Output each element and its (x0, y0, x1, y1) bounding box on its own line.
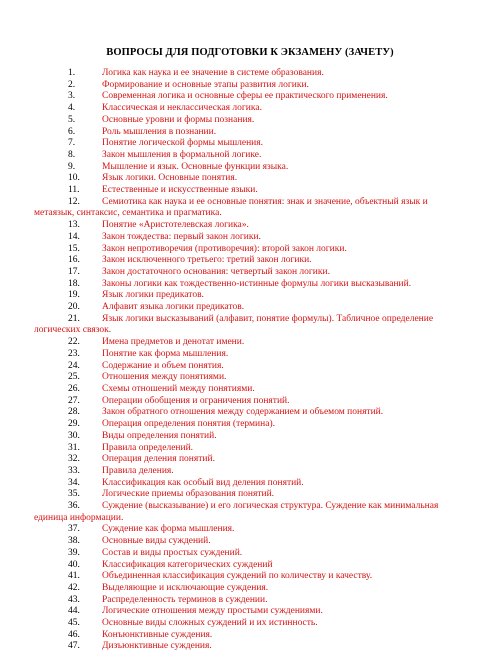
question-text-continuation: единица информации. (34, 512, 124, 523)
question-text: Семиотика как наука и ее основные понятия: знак и значение, объектный язык и (102, 196, 428, 207)
question-text: Отношения между понятиями. (102, 372, 227, 383)
question-item (68, 630, 466, 642)
question-number: 9. (68, 161, 76, 172)
question-list (34, 68, 466, 653)
question-text: Закон мышления в формальной логике. (102, 149, 262, 160)
question-item (68, 302, 466, 314)
question-item (68, 431, 466, 443)
question-item (68, 80, 466, 92)
question-item (68, 232, 466, 244)
question-item (68, 244, 466, 256)
question-text: Классификация как особый вид деления понятий. (102, 477, 304, 488)
question-item (68, 372, 466, 384)
question-number: 34. (68, 477, 80, 488)
question-number: 15. (68, 243, 80, 254)
question-number: 44. (68, 606, 80, 617)
question-text: Современная логика и основные сферы ее практического применения. (102, 91, 388, 102)
question-item (68, 220, 466, 232)
question-item (68, 361, 466, 373)
document-title: ВОПРОСЫ ДЛЯ ПОДГОТОВКИ К ЭКЗАМЕНУ (ЗАЧЕТУ) (106, 47, 394, 58)
question-number: 3. (68, 91, 76, 102)
question-text: Законы логики как тождественно-истинные формулы логики высказываний. (102, 278, 412, 289)
question-number: 4. (68, 103, 76, 114)
question-item (68, 466, 466, 478)
question-text: Логические приемы образования понятий. (102, 489, 275, 500)
question-number: 14. (68, 231, 80, 242)
question-text: Основные уровни и формы познания. (102, 114, 255, 125)
question-number: 21. (68, 313, 80, 324)
question-text: Суждение (высказывание) и его логическая структура. Суждение как минимальная (102, 501, 439, 512)
question-number: 42. (68, 582, 80, 593)
question-text: Виды определения понятий. (102, 430, 217, 441)
question-text: Естественные и искусственные языки. (102, 185, 258, 196)
question-text: Логика как наука и ее значение в системе образования. (102, 68, 324, 78)
question-text: Классическая и неклассическая логика. (102, 103, 262, 114)
question-number: 16. (68, 255, 80, 266)
question-item (68, 349, 466, 361)
question-item (68, 595, 466, 607)
question-text: Мышление и язык. Основные функции языка. (102, 161, 289, 172)
question-text: Конъюнктивные суждения. (102, 629, 213, 640)
question-number: 29. (68, 419, 80, 430)
question-item (68, 583, 466, 595)
question-text: Закон исключенного третьего: третий закон логики. (102, 255, 312, 266)
question-text: Объединенная классификация суждений по количеству и качеству. (102, 571, 373, 582)
question-item (68, 173, 466, 185)
question-number: 36. (68, 501, 80, 512)
question-number: 26. (68, 383, 80, 394)
question-text: Выделяющие и исключающие суждения. (102, 582, 269, 593)
question-text: Закон достаточного основания: четвертый закон логики. (102, 266, 330, 277)
question-text: Язык логики. Основные понятия. (102, 173, 238, 184)
question-item (68, 138, 466, 150)
question-text: Закон обратного отношения между содержанием и объемом понятий. (102, 407, 384, 418)
question-number: 2. (68, 79, 76, 90)
question-item (68, 407, 466, 419)
question-item (68, 103, 466, 115)
question-text: Схемы отношений между понятиями. (102, 383, 255, 394)
question-number: 28. (68, 407, 80, 418)
question-item (34, 501, 466, 524)
question-text: Состав и виды простых суждений. (102, 547, 243, 558)
question-item (68, 560, 466, 572)
question-number: 8. (68, 149, 76, 160)
question-number: 7. (68, 138, 76, 149)
question-item (68, 606, 466, 618)
question-item (68, 150, 466, 162)
question-text: Закон тождества: первый закон логики. (102, 231, 261, 242)
question-number: 5. (68, 114, 76, 125)
question-text: Формирование и основные этапы развития логики. (102, 79, 309, 90)
question-number: 1. (68, 68, 76, 78)
question-item (68, 185, 466, 197)
question-number: 32. (68, 454, 80, 465)
question-item (68, 396, 466, 408)
question-text: Классификация категорических суждений (102, 559, 273, 570)
question-number: 12. (68, 196, 80, 207)
question-number: 11. (68, 185, 80, 196)
question-item (68, 443, 466, 455)
question-number: 39. (68, 547, 80, 558)
question-item (68, 279, 466, 291)
question-number: 40. (68, 559, 80, 570)
question-text: Понятие как форма мышления. (102, 348, 229, 359)
question-item (68, 384, 466, 396)
question-number: 18. (68, 278, 80, 289)
question-number: 23. (68, 348, 80, 359)
question-item (68, 478, 466, 490)
question-text: Понятие логической формы мышления. (102, 138, 264, 149)
question-text: Основные виды суждений. (102, 536, 211, 547)
question-text: Операции обобщения и ограничения понятий. (102, 395, 290, 406)
question-text: Имена предметов и денотат имени. (102, 337, 245, 348)
question-item (34, 196, 466, 220)
question-number: 10. (68, 173, 80, 184)
question-number: 37. (68, 524, 80, 535)
question-text: Правила определений. (102, 442, 194, 453)
question-number: 24. (68, 360, 80, 371)
question-text: Правила деления. (102, 465, 174, 476)
question-text: Суждение как форма мышления. (102, 524, 235, 535)
question-number: 20. (68, 302, 80, 313)
question-number: 35. (68, 489, 80, 500)
question-number: 47. (68, 641, 80, 652)
question-item (68, 255, 466, 267)
question-text: Содержание и объем понятия. (102, 360, 224, 371)
question-number: 6. (68, 126, 76, 137)
question-text: Распределенность терминов в суждении. (102, 594, 268, 605)
question-item (68, 267, 466, 279)
question-number: 38. (68, 536, 80, 547)
question-number: 31. (68, 442, 80, 453)
question-number: 25. (68, 372, 80, 383)
question-number: 19. (68, 290, 80, 301)
question-item (68, 91, 466, 103)
question-text: Операция определения понятия (термина). (102, 419, 275, 430)
question-text: Основные виды сложных суждений и их истинность. (102, 618, 318, 629)
question-item (34, 313, 466, 337)
question-number: 22. (68, 337, 80, 348)
question-number: 41. (68, 571, 80, 582)
question-item (68, 536, 466, 548)
question-text: Роль мышления в познании. (102, 126, 217, 137)
question-number: 43. (68, 594, 80, 605)
question-item (68, 618, 466, 630)
question-number: 33. (68, 465, 80, 476)
question-item (68, 641, 466, 653)
question-text: Логические отношения между простыми суждениями. (102, 606, 323, 617)
question-item (68, 419, 466, 431)
question-number: 27. (68, 395, 80, 406)
question-item (68, 489, 466, 501)
question-item (68, 115, 466, 127)
question-item (68, 337, 466, 349)
question-number: 17. (68, 266, 80, 277)
question-item (68, 162, 466, 174)
question-item (68, 68, 466, 80)
question-number: 46. (68, 629, 80, 640)
question-text: Операция деления понятий. (102, 454, 215, 465)
question-text: Закон непротиворечия (противоречия): второй закон логики. (102, 243, 347, 254)
question-number: 30. (68, 430, 80, 441)
question-text-continuation: логических связок. (34, 325, 112, 336)
question-item (68, 290, 466, 302)
question-text: Дизъюнктивные суждения. (102, 641, 212, 652)
question-item (68, 524, 466, 536)
question-number: 13. (68, 220, 80, 231)
question-item (68, 571, 466, 583)
question-text: Понятие «Аристотелевская логика». (102, 220, 249, 231)
question-number: 45. (68, 618, 80, 629)
question-text-continuation: метаязык, синтаксис, семантика и прагматика. (34, 208, 222, 219)
question-item (68, 127, 466, 139)
question-text: Алфавит языка логики предикатов. (102, 302, 245, 313)
question-item (68, 454, 466, 466)
question-item (68, 548, 466, 560)
question-text: Язык логики высказываний (алфавит, понятие формулы). Табличное определение (102, 313, 434, 324)
question-text: Язык логики предикатов. (102, 290, 204, 301)
